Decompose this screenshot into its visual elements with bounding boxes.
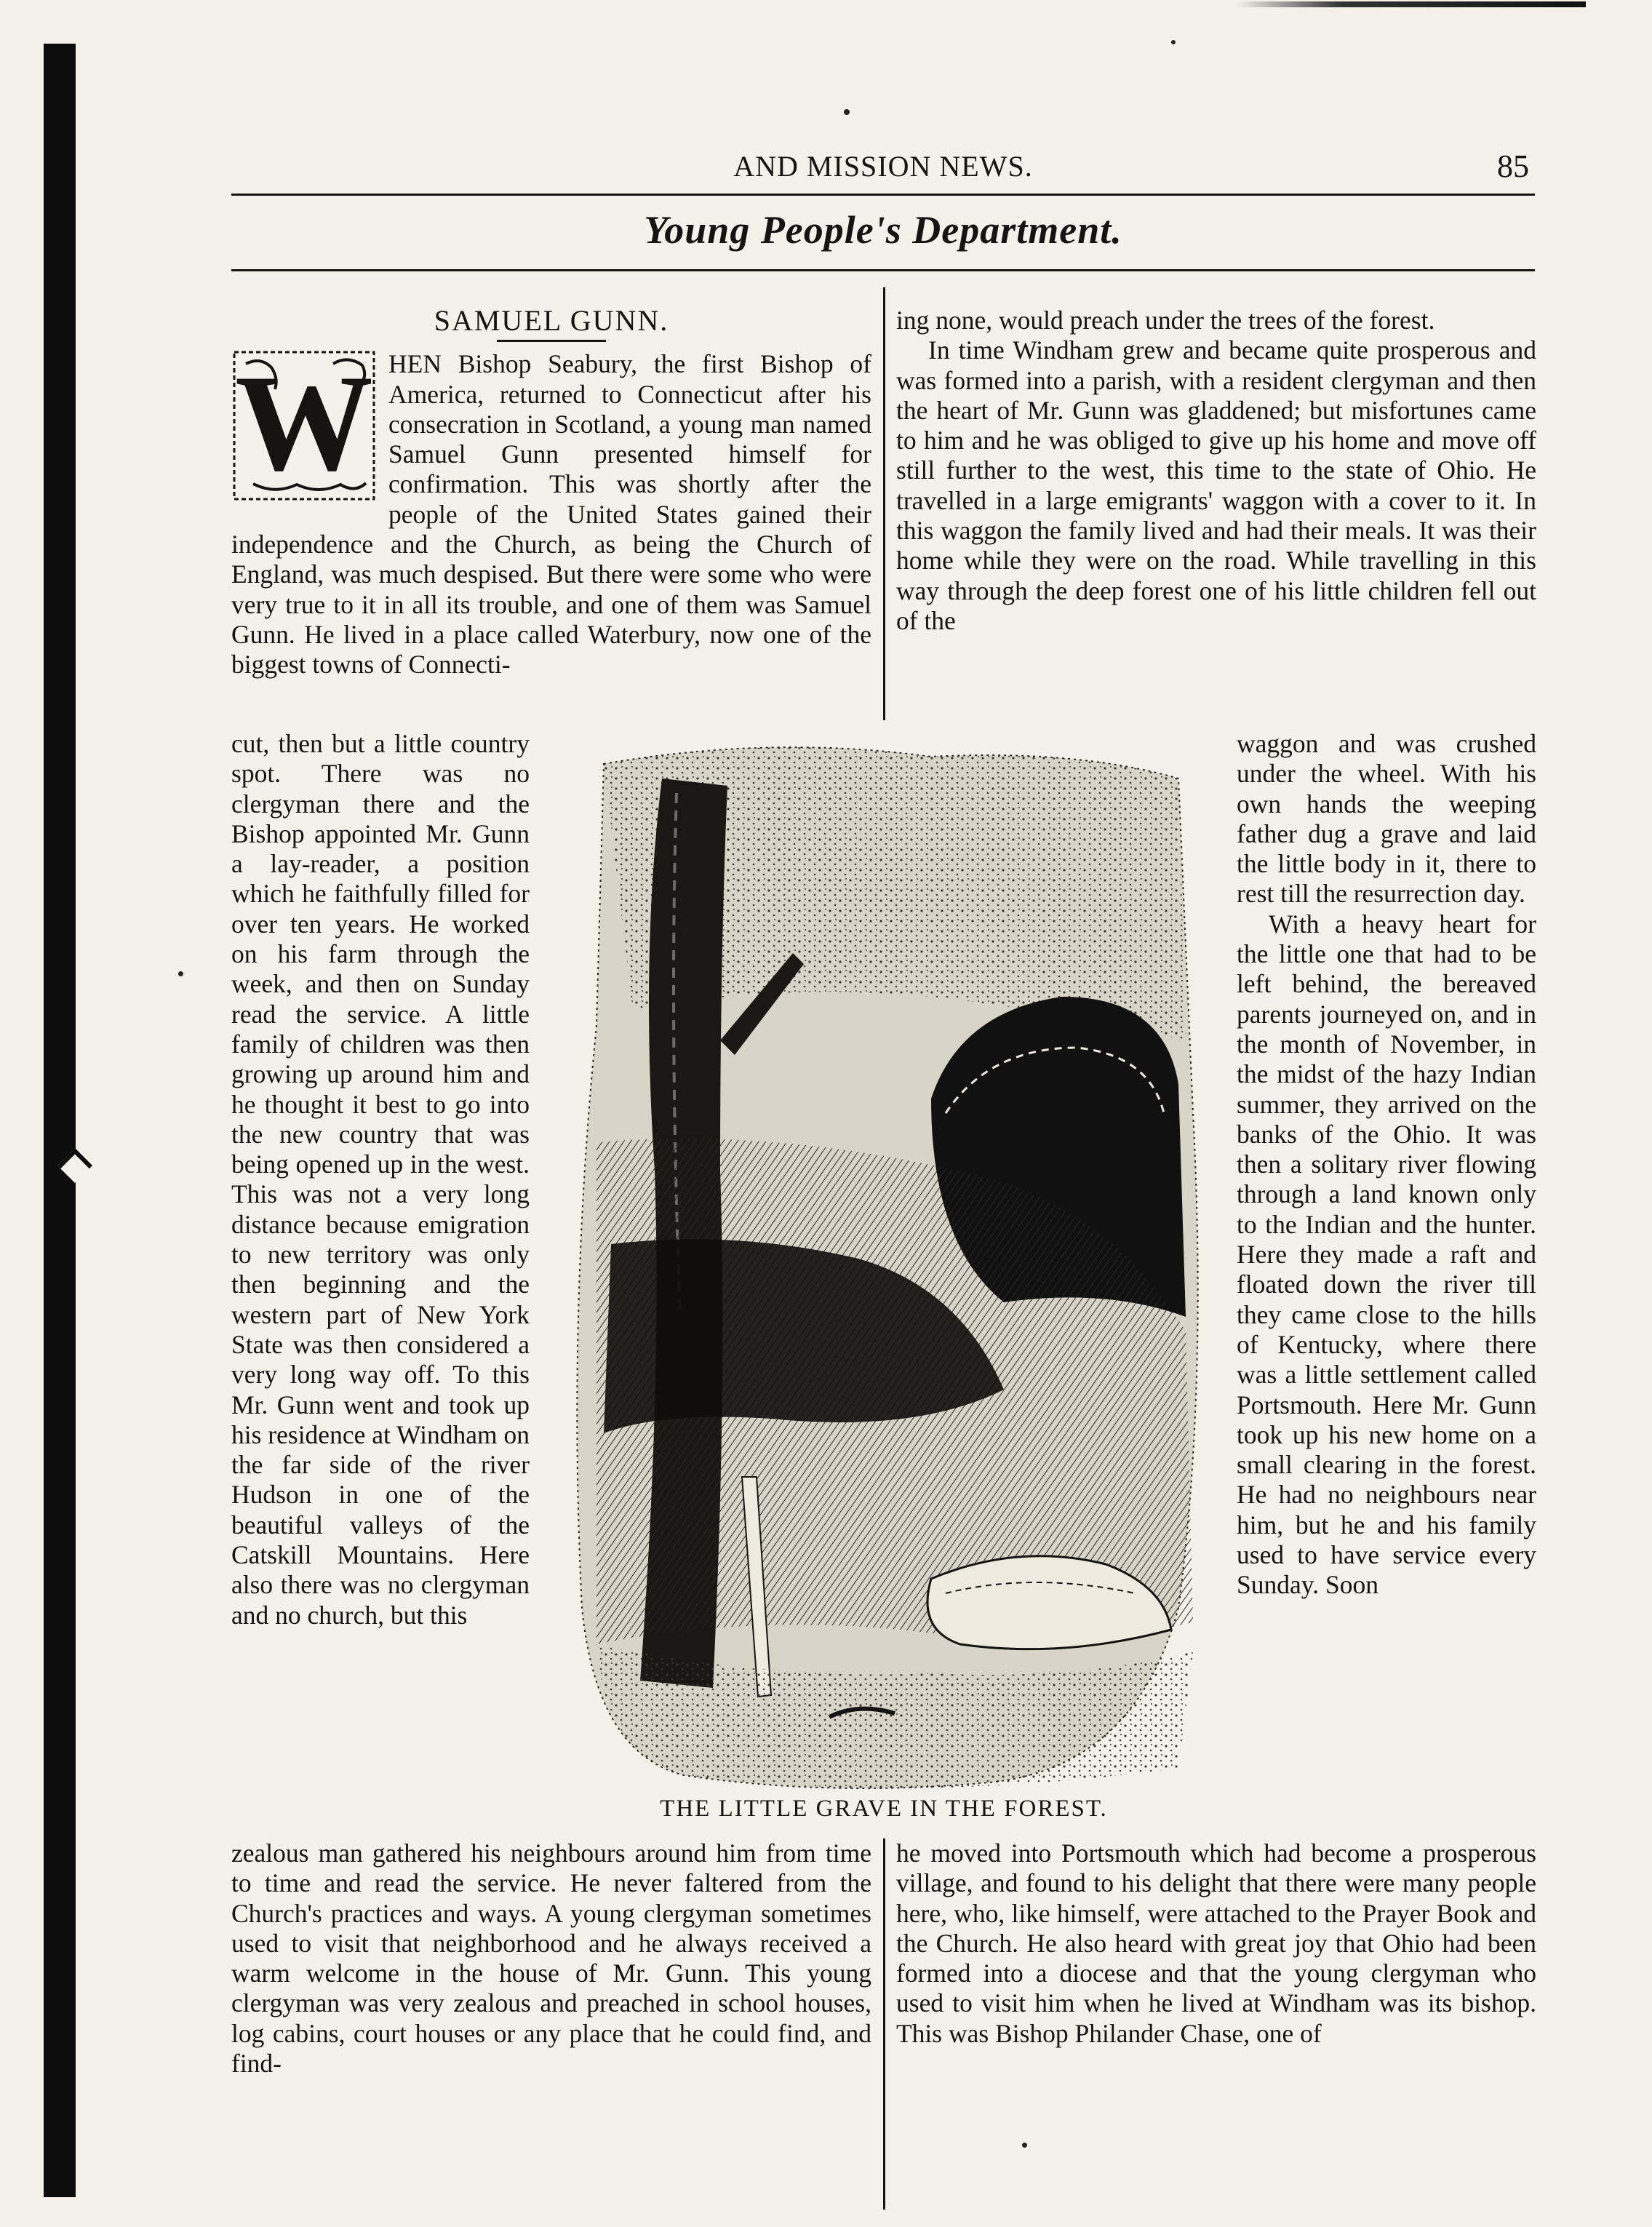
left-column-middle [231,729,530,1630]
paragraph-waggon: waggon and was crushed under the wheel. With his own hands the weeping father dug a grave and laid the little body in it, there to rest till the resurrection day. [1237,729,1536,909]
drop-cap-letter: W [235,349,373,501]
engraving-little-grave [553,735,1215,1804]
department-heading: Young People's Department. [644,208,1122,252]
right-column-bottom [896,1838,1536,2049]
paragraph-bishop-chase: he moved into Portsmouth which had become a prosperous village, and found to his delight that there were many people here, who, like himself, were attached to the Prayer Book and the Church. He also heard with great joy that Ohio had been formed into a diocese and that the young clergyman who used to visit him when he lived at Windham was its bishop. This was Bishop Philander Chase, one of [896,1838,1536,2048]
page-binding-edge [44,44,76,2197]
right-column-top [896,306,1536,636]
paragraph-windham: In time Windham grew and became quite prosperous and was formed into a parish, with a resident clergyman and then the heart of Mr. Gunn was gladdened; but misfortunes came to him and he was obliged to give up his home and move off still further to the west, this time to the state of Ohio. He travelled in a large emigrants' waggon with a cover to it. In this waggon the family lived and had their meals. It was their home while they were on the road. While travelling in this way through the deep forest one of his little children fell out of the [896,335,1536,635]
right-column-middle [1237,729,1536,1601]
scan-streak [1237,1,1586,7]
column-rule-bottom [883,1838,885,2210]
department-rule [231,269,1535,271]
drop-cap-ornament [231,349,377,502]
left-column-top [231,306,871,680]
figure-caption: THE LITTLE GRAVE IN THE FOREST. [660,1796,1108,1822]
paragraph-continuation: ing none, would preach under the trees of the forest. [896,306,1435,335]
scan-speck [844,109,850,115]
header-rule [231,194,1535,196]
scan-speck [1171,40,1176,44]
article-title: SAMUEL GUNN. [434,304,669,337]
paragraph-opening: HEN Bishop Seabury, the first Bishop of America, returned to Connecticut after his consecration in Scotland, a young man named Samuel Gunn presented himself for confirmation. This was shortly after the people of the United States gained their independence and the Church, as being the Church of England, was much despised. But there were some who were very true to it in all its trouble, and one of them was Samuel Gunn. He lived in a place called Waterbury, now one of the biggest towns of Connecti- [231,349,871,680]
paragraph-neighbours: zealous man gathered his neighbours around him from time to time and read the service. He never faltered from the Church's practices and ways. A young clergyman sometimes used to visit that neighborhood and he always received a warm welcome in the house of Mr. Gunn. This young clergyman was very zealous and preached in school houses, log cabins, court houses or any place that he could find, and find- [231,1838,871,2079]
page-number: 85 [1497,148,1529,184]
paragraph-lay-reader: cut, then but a little country spot. There was no clergyman there and the Bishop appointed Mr. Gunn a lay-reader, a position which he faithfully filled for over ten years. He worked on his farm through the week, and then on Sunday read the service. A little family of children was then growing up around him and he thought it best to go into the new country that was being opened up in the west. This was not a very long distance because emigration to new territory was only then beginning and the western part of New York State was then considered a very long way off. To this Mr. Gunn went and took up his residence at Windham on the far side of the river Hudson in one of the beautiful valleys of the Catskill Mountains. Here also there was no clergyman and no church, but this [231,729,530,1630]
running-head: AND MISSION NEWS. [733,150,1033,183]
title-rule [497,340,606,342]
paragraph-portsmouth: With a heavy heart for the little one that had to be left behind, the bereaved parents journeyed on, and in the month of November, in the midst of the hazy Indian summer, they arrived on the banks of the Ohio. It was then a solitary river flowing through a land known only to the Indian and the hunter. Here they made a raft and floated down the river till they came close to the hills of Kentucky, where there was a little settlement called Portsmouth. Here Mr. Gunn took up his new home on a small clearing in the forest. He had no neighbours near him, but he and his family used to have service every Sunday. Soon [1237,909,1536,1600]
left-column-bottom [231,1838,871,2079]
scan-speck [178,971,183,976]
scan-speck [1022,2143,1027,2148]
column-rule-top [883,287,885,720]
page-header [231,149,1535,189]
